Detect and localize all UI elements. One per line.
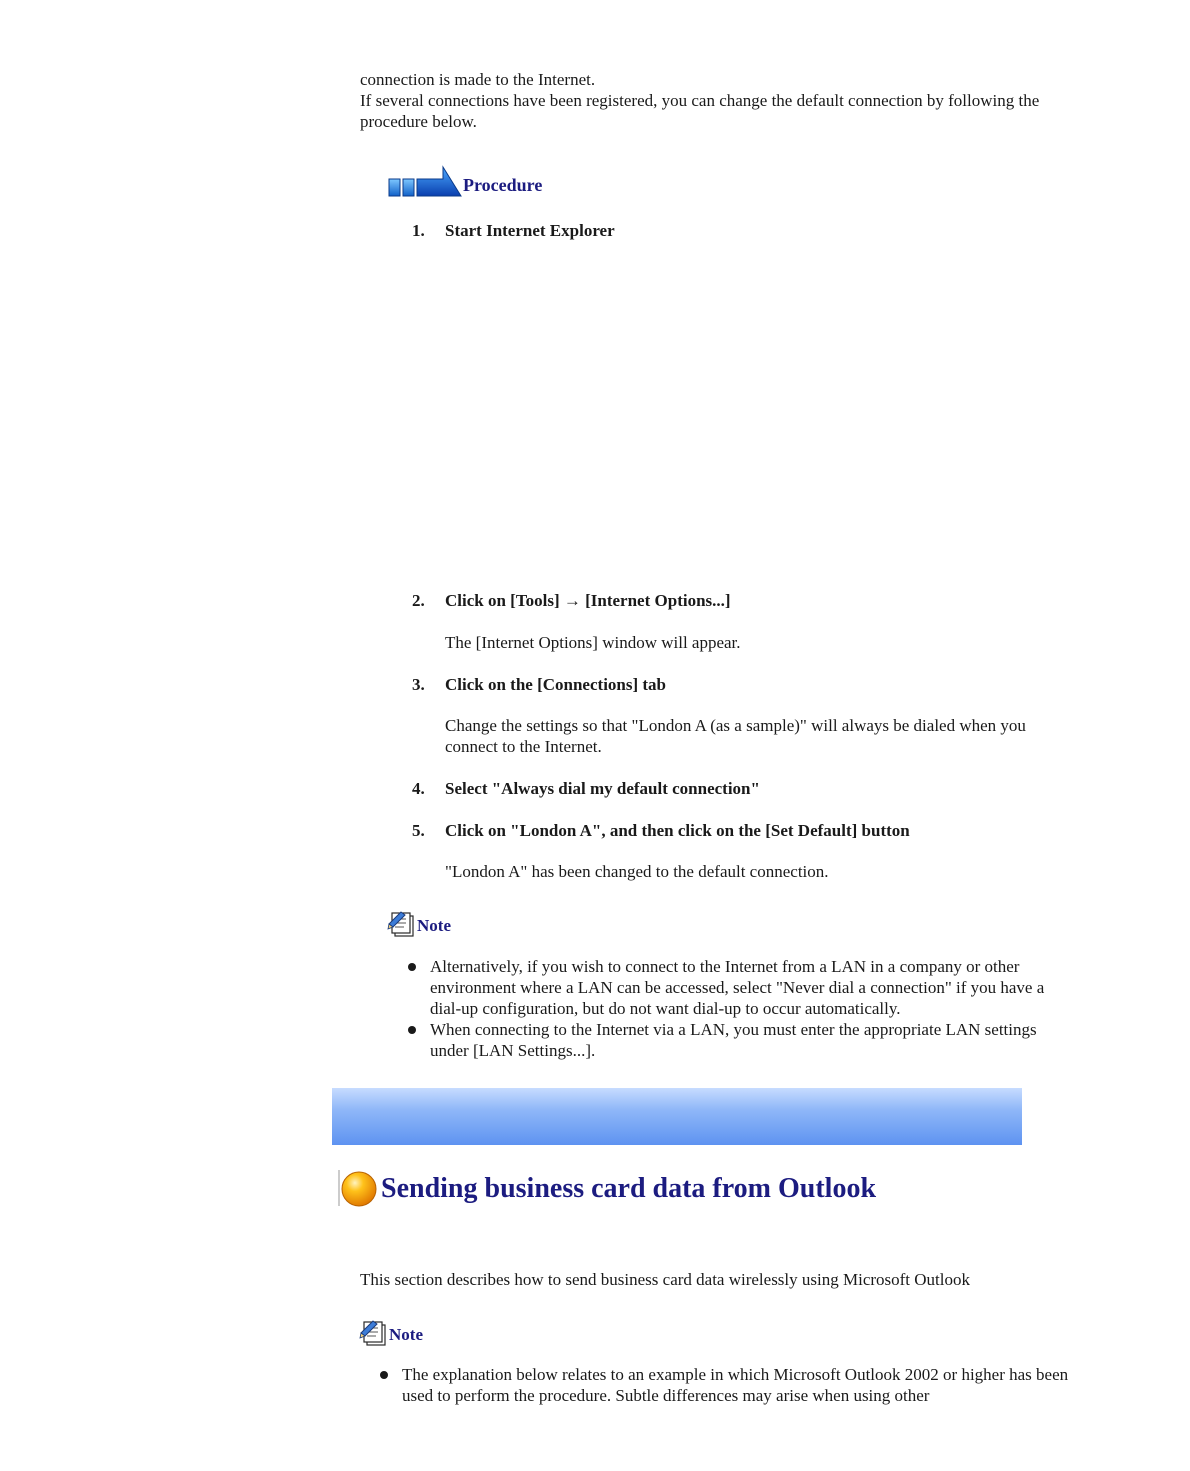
step-number: 2. <box>412 591 425 610</box>
list-item: When connecting to the Internet via a LAN, you must enter the appropriate LAN settings under [LAN Settings...]. <box>408 1019 1073 1061</box>
procedure-heading <box>387 165 542 199</box>
note-heading <box>359 1319 423 1347</box>
step-title: Click on [Tools] → [Internet Options...] <box>445 591 731 610</box>
bullet-icon <box>408 963 416 971</box>
section-banner <box>332 1088 1022 1145</box>
step-title: Click on the [Connections] tab <box>445 675 667 694</box>
note-heading <box>387 910 451 938</box>
intro-text <box>360 69 1040 132</box>
bullet-icon <box>380 1371 388 1379</box>
bullet-icon <box>408 1026 416 1034</box>
step-title: Select "Always dial my default connection" <box>445 779 760 798</box>
step-number: 4. <box>412 779 425 798</box>
step-number: 1. <box>412 221 425 240</box>
note-icon <box>387 910 417 938</box>
note-icon <box>359 1319 389 1347</box>
step-description: The [Internet Options] window will appear. <box>445 633 741 652</box>
note-list <box>380 1364 1075 1406</box>
note-label: Note <box>417 916 451 935</box>
procedure-arrow-icon <box>387 165 463 199</box>
section-heading <box>338 1167 876 1209</box>
orange-ball-icon <box>338 1168 378 1208</box>
step-title: Start Internet Explorer <box>445 221 615 240</box>
step-description: "London A" has been changed to the default connection. <box>445 862 829 881</box>
procedure-label: Procedure <box>463 175 543 195</box>
step-title: Click on "London A", and then click on the [Set Default] button <box>445 821 910 840</box>
list-item: Alternatively, if you wish to connect to the Internet from a LAN in a company or other environment where a LAN can be accessed, select "Never dial a connection" if you have a dial-up configuration, but do not want dial-up to occur automatically. <box>408 956 1073 1019</box>
note-label: Note <box>389 1325 423 1344</box>
step-number: 3. <box>412 675 425 694</box>
section-intro: This section describes how to send business card data wirelessly using Microsoft Outlook <box>360 1270 971 1289</box>
step-number: 5. <box>412 821 425 840</box>
section-title: Sending business card data from Outlook <box>381 1172 877 1204</box>
intro-line-2: If several connections have been registered, you can change the default connection by following the procedure below. <box>360 91 1040 131</box>
list-item: The explanation below relates to an example in which Microsoft Outlook 2002 or higher has been used to perform the procedure. Subtle differences may arise when using other <box>380 1364 1075 1406</box>
step-description: Change the settings so that "London A (as a sample)" will always be dialed when you connect to the Internet. <box>445 716 1026 756</box>
note-list <box>408 956 1073 1061</box>
intro-line-1: connection is made to the Internet. <box>360 70 596 89</box>
